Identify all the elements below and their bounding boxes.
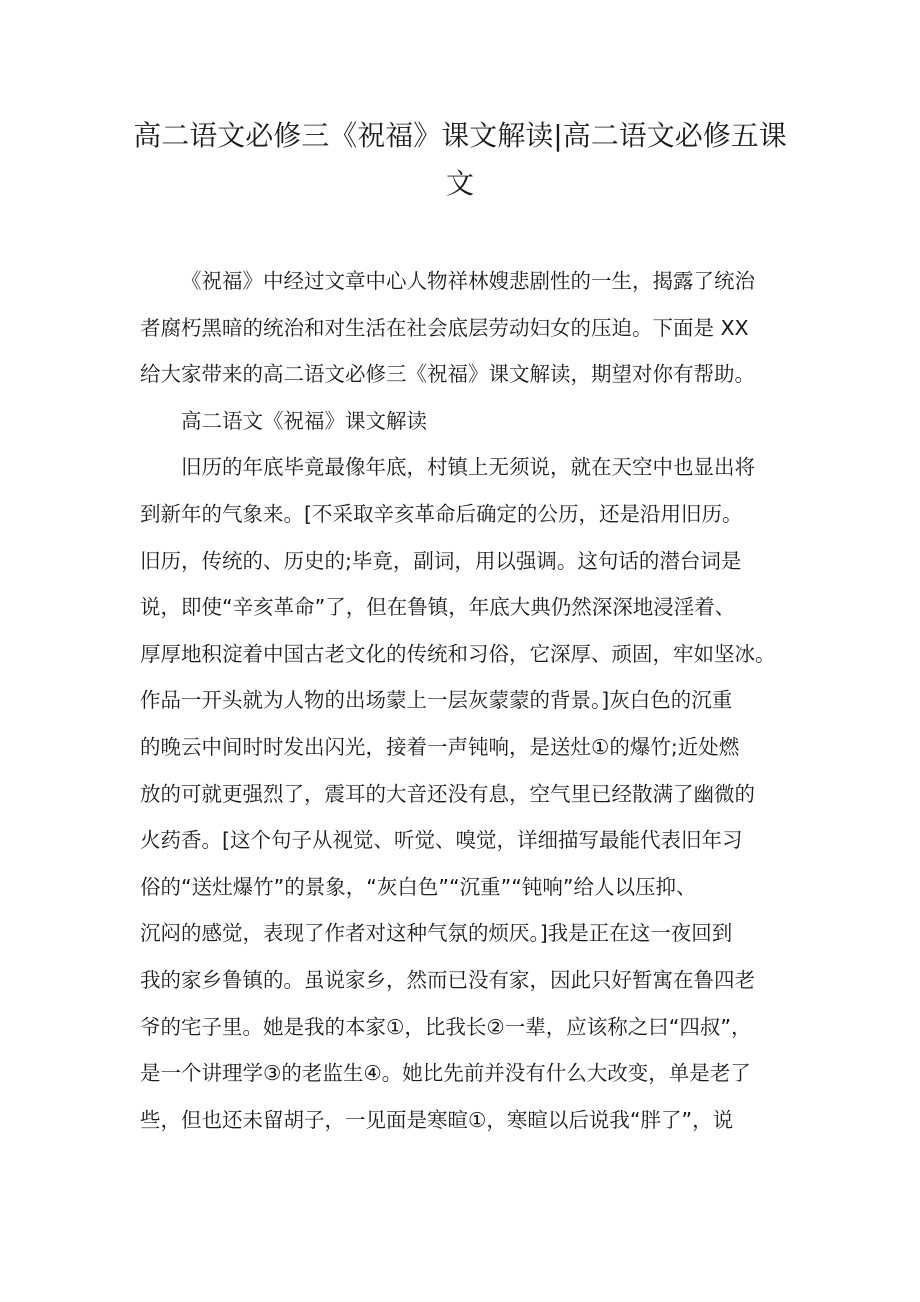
body-line: 是一个讲理学③的老监生④。她比先前并没有什么大改变，单是老了: [140, 1061, 751, 1086]
body-line: 放的可就更强烈了，震耳的大音还没有息，空气里已经散满了幽微的: [140, 781, 755, 806]
body-line: 旧历，传统的、历史的;毕竟，副词，用以强调。这句话的潜台词是: [140, 548, 742, 573]
section-heading: 高二语文《祝福》课文解读: [181, 408, 427, 433]
body-line: 沉闷的感觉，表现了作者对这种气氛的烦厌。]我是正在这一夜回到: [140, 921, 733, 946]
document-title: [120, 112, 800, 208]
title-line-2: 文: [445, 167, 474, 200]
body-line: 到新年的气象来。[不采取辛亥革命后确定的公历，还是沿用旧历。: [140, 501, 743, 526]
body-line: 作品一开头就为人物的出场蒙上一层灰蒙蒙的背景。]灰白色的沉重: [140, 688, 733, 713]
body-line: 者腐朽黑暗的统治和对生活在社会底层劳动妇女的压迫。下面是 XX: [140, 315, 749, 340]
body-line: 火药香。[这个句子从视觉、听觉、嗅觉，详细描写最能代表旧年习: [140, 828, 743, 853]
body-line: 给大家带来的高二语文必修三《祝福》课文解读，期望对你有帮助。: [140, 362, 755, 387]
body-line: 爷的宅子里。她是我的本家①，比我长②一辈，应该称之曰“四叔”，: [140, 1014, 752, 1039]
body-line: 厚厚地积淀着中国古老文化的传统和习俗，它深厚、顽固，牢如坚冰。: [140, 641, 776, 666]
body-line: 些，但也还未留胡子，一见面是寒暄①，寒暄以后说我“胖了”，说: [140, 1107, 734, 1132]
document-body: [140, 258, 800, 1143]
body-line: 《祝福》中经过文章中心人物祥林嫂悲剧性的一生，揭露了统治: [181, 269, 755, 293]
title-line-1: 高二语文必修三《祝福》课文解读|高二语文必修五课: [133, 119, 787, 152]
body-line: 俗的“送灶爆竹”的景象，“灰白色”“沉重”“钝响”给人以压抑、: [140, 874, 697, 899]
body-line: 的晚云中间时时发出闪光，接着一声钝响，是送灶①的爆竹;近处燃: [140, 734, 740, 759]
body-line: 说，即使“辛亥革命”了，但在鲁镇，年底大典仍然深深地浸淫着、: [140, 595, 736, 620]
body-line: 旧历的年底毕竟最像年底，村镇上无须说，就在天空中也显出将: [181, 455, 755, 480]
body-line: 我的家乡鲁镇的。虽说家乡，然而已没有家，因此只好暂寓在鲁四老: [140, 967, 755, 992]
